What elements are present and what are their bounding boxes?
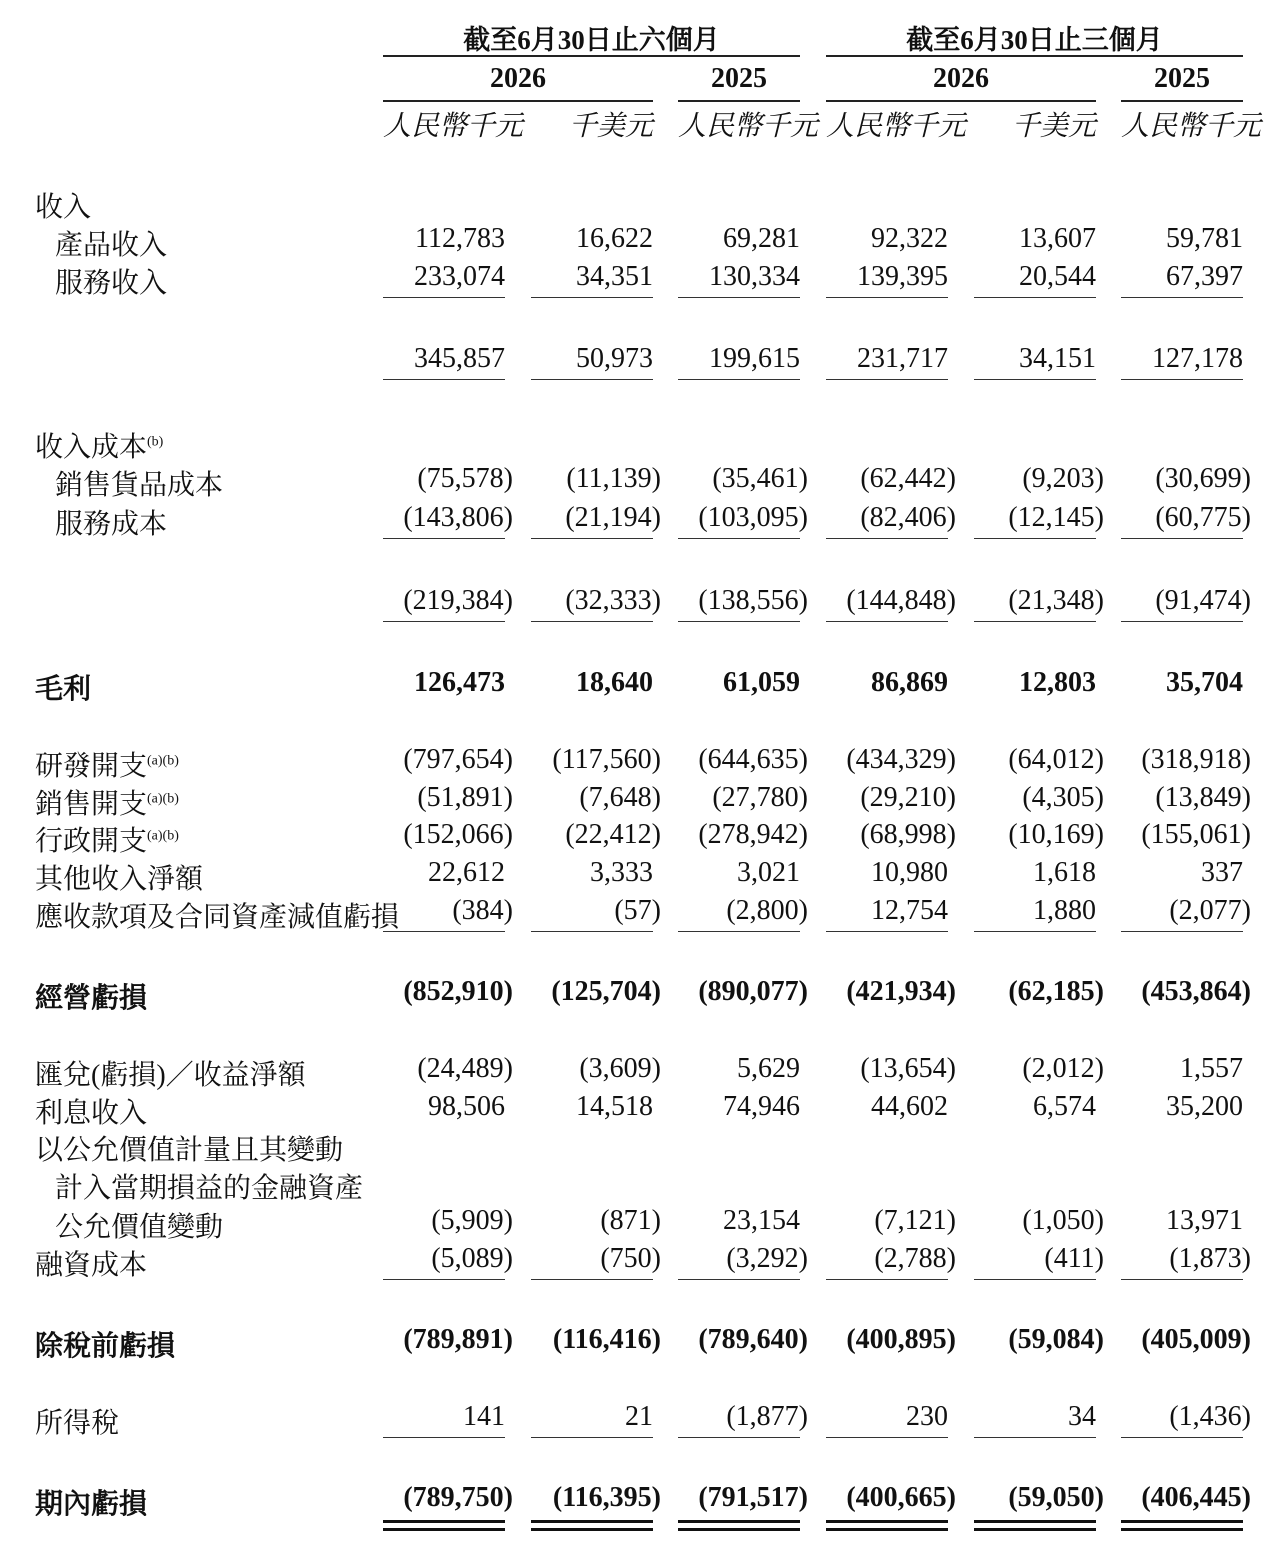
- subtotal-rule: [678, 1437, 800, 1438]
- value-cell: (64,012): [1008, 744, 1104, 775]
- row-label: 收入: [35, 192, 92, 223]
- year-rule: [826, 100, 1096, 102]
- value-cell: (116,395): [552, 1482, 661, 1513]
- value-cell: (318,918): [1141, 744, 1251, 775]
- table-row: [0, 425, 1280, 463]
- table-row: [0, 1166, 1280, 1204]
- subtotal-rule: [678, 297, 800, 298]
- table-row: [0, 463, 1280, 501]
- table-row: [0, 1243, 1280, 1281]
- subtotal-rule: [826, 538, 948, 539]
- value-cell: (852,910): [403, 976, 513, 1007]
- value-cell: (75,578): [417, 463, 513, 494]
- table-row: [0, 667, 1280, 705]
- value-cell: (30,699): [1155, 463, 1251, 494]
- table-row: [0, 1091, 1280, 1129]
- value-cell: 21: [625, 1401, 653, 1432]
- year-rule: [383, 100, 653, 102]
- footnote-marker: (a)(b): [147, 828, 179, 844]
- row-label: 收入成本$^{(b)}$: [35, 432, 164, 463]
- value-cell: (35,461): [712, 463, 808, 494]
- value-cell: (7,121): [874, 1205, 956, 1236]
- subtotal-rule: [531, 379, 653, 380]
- unit-header: 人民幣千元: [678, 111, 819, 142]
- subtotal-rule: [531, 538, 653, 539]
- subtotal-rule: [974, 538, 1096, 539]
- value-cell: 98,506: [428, 1091, 505, 1122]
- row-label: 利息收入: [35, 1098, 148, 1129]
- table-row: [0, 1128, 1280, 1166]
- value-cell: 14,518: [576, 1091, 653, 1122]
- value-cell: 23,154: [723, 1205, 800, 1236]
- value-cell: (144,848): [846, 585, 956, 616]
- subtotal-rule: [383, 931, 505, 932]
- subtotal-rule: [974, 1437, 1096, 1438]
- value-cell: (11,139): [566, 463, 661, 494]
- table-row: [0, 343, 1280, 381]
- value-cell: 112,783: [415, 223, 505, 254]
- value-cell: (82,406): [860, 502, 956, 533]
- row-label: 毛利: [35, 674, 92, 705]
- value-cell: 86,869: [871, 667, 948, 698]
- value-cell: 69,281: [723, 223, 800, 254]
- value-cell: (27,780): [712, 782, 808, 813]
- subtotal-rule: [826, 379, 948, 380]
- table-row: [0, 1053, 1280, 1091]
- value-cell: 231,717: [857, 343, 948, 374]
- value-cell: 34: [1068, 1401, 1096, 1432]
- value-cell: 6,574: [1033, 1091, 1096, 1122]
- value-cell: (750): [600, 1243, 661, 1274]
- value-cell: (32,333): [565, 585, 661, 616]
- value-cell: (453,864): [1141, 976, 1251, 1007]
- value-cell: 139,395: [857, 261, 948, 292]
- value-cell: (117,560): [552, 744, 661, 775]
- table-row: [0, 185, 1280, 223]
- subtotal-rule: [826, 297, 948, 298]
- value-cell: 50,973: [576, 343, 653, 374]
- value-cell: 127,178: [1152, 343, 1243, 374]
- subtotal-rule: [1121, 931, 1243, 932]
- value-cell: (2,800): [726, 895, 808, 926]
- subtotal-rule: [1121, 1279, 1243, 1280]
- value-cell: 337: [1201, 857, 1243, 888]
- value-cell: (871): [600, 1205, 661, 1236]
- value-cell: 1,557: [1180, 1053, 1243, 1084]
- subtotal-rule: [383, 538, 505, 539]
- value-cell: (7,648): [579, 782, 661, 813]
- year-rule: [678, 100, 800, 102]
- value-cell: (24,489): [417, 1053, 513, 1084]
- subtotal-rule: [826, 1437, 948, 1438]
- subtotal-rule: [678, 931, 800, 932]
- table-row: [0, 895, 1280, 933]
- value-cell: (1,873): [1169, 1243, 1251, 1274]
- subtotal-rule: [826, 621, 948, 622]
- value-cell: (62,442): [860, 463, 956, 494]
- row-label: 經營虧損: [35, 983, 148, 1014]
- value-cell: (644,635): [698, 744, 808, 775]
- year-header: 2026: [490, 63, 546, 94]
- value-cell: (421,934): [846, 976, 956, 1007]
- table-row: [0, 857, 1280, 895]
- subtotal-rule: [383, 621, 505, 622]
- table-row: [0, 819, 1280, 857]
- table-row: [0, 223, 1280, 261]
- value-cell: (5,909): [431, 1205, 513, 1236]
- value-cell: (62,185): [1008, 976, 1104, 1007]
- value-cell: (12,145): [1008, 502, 1104, 533]
- unit-header: 千美元: [568, 111, 653, 142]
- row-label: 研發開支$^{(a)(b)}$: [35, 751, 179, 782]
- value-cell: (59,084): [1008, 1324, 1104, 1355]
- value-cell: (59,050): [1008, 1482, 1104, 1513]
- value-cell: 13,971: [1166, 1205, 1243, 1236]
- value-cell: 92,322: [871, 223, 948, 254]
- value-cell: (5,089): [431, 1243, 513, 1274]
- table-row: [0, 1324, 1280, 1362]
- row-label: 以公允價值計量且其變動: [35, 1135, 344, 1166]
- subtotal-rule: [678, 1279, 800, 1280]
- value-cell: (406,445): [1141, 1482, 1251, 1513]
- row-label: 所得稅: [35, 1408, 120, 1439]
- value-cell: (4,305): [1022, 782, 1104, 813]
- value-cell: 20,544: [1019, 261, 1096, 292]
- value-cell: (29,210): [860, 782, 956, 813]
- subtotal-rule: [974, 297, 1096, 298]
- subtotal-rule: [1121, 621, 1243, 622]
- row-label: 應收款項及合同資產減值虧損: [35, 902, 400, 933]
- value-cell: (434,329): [846, 744, 956, 775]
- value-cell: (791,517): [698, 1482, 808, 1513]
- footnote-marker: (a)(b): [147, 791, 179, 807]
- value-cell: 1,880: [1033, 895, 1096, 926]
- value-cell: (13,849): [1155, 782, 1251, 813]
- subtotal-rule: [531, 297, 653, 298]
- value-cell: (91,474): [1155, 585, 1251, 616]
- row-label: 銷售貨品成本: [55, 470, 224, 501]
- double-underline: [974, 1520, 1096, 1531]
- value-cell: 141: [463, 1401, 505, 1432]
- period-header-six-months: 截至6月30日止六個月: [463, 25, 720, 55]
- subtotal-rule: [974, 379, 1096, 380]
- value-cell: (2,788): [874, 1243, 956, 1274]
- subtotal-rule: [974, 931, 1096, 932]
- value-cell: 233,074: [414, 261, 505, 292]
- row-label: 其他收入淨額: [35, 864, 204, 895]
- year-rule: [1121, 100, 1243, 102]
- table-row: [0, 502, 1280, 540]
- row-label: 行政開支$^{(a)(b)}$: [35, 826, 179, 857]
- subtotal-rule: [826, 1279, 948, 1280]
- double-underline: [531, 1520, 653, 1531]
- value-cell: (3,292): [726, 1243, 808, 1274]
- value-cell: (22,412): [565, 819, 661, 850]
- value-cell: 5,629: [737, 1053, 800, 1084]
- subtotal-rule: [531, 1437, 653, 1438]
- row-label: 產品收入: [55, 230, 168, 261]
- row-label: 融資成本: [35, 1250, 148, 1281]
- value-cell: (1,050): [1022, 1205, 1104, 1236]
- table-row: [0, 1205, 1280, 1243]
- double-underline: [383, 1520, 505, 1531]
- period-rule: [826, 55, 1243, 57]
- row-label: 公允價值變動: [55, 1212, 224, 1243]
- row-label: 匯兌(虧損)／收益淨額: [35, 1060, 306, 1091]
- value-cell: (219,384): [403, 585, 513, 616]
- row-label: 銷售開支$^{(a)(b)}$: [35, 789, 179, 820]
- value-cell: 16,622: [576, 223, 653, 254]
- value-cell: (51,891): [417, 782, 513, 813]
- value-cell: (9,203): [1022, 463, 1104, 494]
- value-cell: (21,194): [565, 502, 661, 533]
- unit-header: 人民幣千元: [826, 111, 967, 142]
- year-header: 2025: [711, 63, 767, 94]
- value-cell: (797,654): [403, 744, 513, 775]
- value-cell: (143,806): [403, 502, 513, 533]
- value-cell: (57): [614, 895, 661, 926]
- value-cell: 10,980: [871, 857, 948, 888]
- subtotal-rule: [1121, 297, 1243, 298]
- value-cell: (21,348): [1008, 585, 1104, 616]
- value-cell: 3,333: [590, 857, 653, 888]
- value-cell: (155,061): [1141, 819, 1251, 850]
- subtotal-rule: [1121, 1437, 1243, 1438]
- value-cell: (125,704): [551, 976, 661, 1007]
- value-cell: (384): [452, 895, 513, 926]
- row-label: 期內虧損: [35, 1489, 148, 1520]
- value-cell: 34,151: [1019, 343, 1096, 374]
- table-row: [0, 1401, 1280, 1439]
- period-header-three-months: 截至6月30日止三個月: [906, 25, 1163, 55]
- value-cell: (116,416): [552, 1324, 661, 1355]
- value-cell: (60,775): [1155, 502, 1251, 533]
- value-cell: (1,877): [726, 1401, 808, 1432]
- year-header: 2026: [933, 63, 989, 94]
- value-cell: (10,169): [1008, 819, 1104, 850]
- table-row: [0, 744, 1280, 782]
- value-cell: (138,556): [698, 585, 808, 616]
- subtotal-rule: [974, 621, 1096, 622]
- value-cell: (68,998): [860, 819, 956, 850]
- period-rule: [383, 55, 800, 57]
- subtotal-rule: [383, 1279, 505, 1280]
- value-cell: 61,059: [723, 667, 800, 698]
- value-cell: 44,602: [871, 1091, 948, 1122]
- subtotal-rule: [531, 621, 653, 622]
- value-cell: 67,397: [1166, 261, 1243, 292]
- unit-header: 千美元: [1011, 111, 1096, 142]
- double-underline: [826, 1520, 948, 1531]
- value-cell: (13,654): [860, 1053, 956, 1084]
- subtotal-rule: [974, 1279, 1096, 1280]
- value-cell: (789,891): [403, 1324, 513, 1355]
- row-label: 計入當期損益的金融資產: [55, 1173, 364, 1204]
- footnote-marker: (b): [147, 434, 164, 450]
- value-cell: (789,640): [698, 1324, 808, 1355]
- value-cell: (152,066): [403, 819, 513, 850]
- value-cell: (2,012): [1022, 1053, 1104, 1084]
- value-cell: (3,609): [579, 1053, 661, 1084]
- value-cell: 126,473: [414, 667, 505, 698]
- subtotal-rule: [678, 379, 800, 380]
- value-cell: 59,781: [1166, 223, 1243, 254]
- value-cell: 12,803: [1019, 667, 1096, 698]
- value-cell: 199,615: [709, 343, 800, 374]
- value-cell: (278,942): [698, 819, 808, 850]
- table-row: [0, 1482, 1280, 1520]
- value-cell: 35,704: [1166, 667, 1243, 698]
- subtotal-rule: [826, 931, 948, 932]
- table-row: [0, 585, 1280, 623]
- row-label: 除稅前虧損: [35, 1331, 176, 1362]
- subtotal-rule: [383, 1437, 505, 1438]
- subtotal-rule: [531, 931, 653, 932]
- value-cell: (400,665): [846, 1482, 956, 1513]
- value-cell: 74,946: [723, 1091, 800, 1122]
- unit-header: 人民幣千元: [383, 111, 524, 142]
- year-header: 2025: [1154, 63, 1210, 94]
- table-row: [0, 976, 1280, 1014]
- double-underline: [1121, 1520, 1243, 1531]
- footnote-marker: (a)(b): [147, 753, 179, 769]
- value-cell: 22,612: [428, 857, 505, 888]
- value-cell: 345,857: [414, 343, 505, 374]
- table-row: [0, 782, 1280, 820]
- subtotal-rule: [1121, 379, 1243, 380]
- value-cell: 18,640: [576, 667, 653, 698]
- value-cell: 35,200: [1166, 1091, 1243, 1122]
- unit-header: 人民幣千元: [1121, 111, 1262, 142]
- value-cell: (103,095): [698, 502, 808, 533]
- value-cell: (2,077): [1169, 895, 1251, 926]
- value-cell: 12,754: [871, 895, 948, 926]
- subtotal-rule: [383, 379, 505, 380]
- value-cell: (789,750): [403, 1482, 513, 1513]
- value-cell: 130,334: [709, 261, 800, 292]
- double-underline: [678, 1520, 800, 1531]
- row-label: 服務收入: [55, 268, 168, 299]
- subtotal-rule: [531, 1279, 653, 1280]
- value-cell: (405,009): [1141, 1324, 1251, 1355]
- value-cell: 34,351: [576, 261, 653, 292]
- table-row: [0, 261, 1280, 299]
- value-cell: (890,077): [698, 976, 808, 1007]
- value-cell: (411): [1044, 1243, 1104, 1274]
- row-label: 服務成本: [55, 509, 168, 540]
- value-cell: 230: [906, 1401, 948, 1432]
- value-cell: 13,607: [1019, 223, 1096, 254]
- subtotal-rule: [678, 538, 800, 539]
- subtotal-rule: [678, 621, 800, 622]
- subtotal-rule: [1121, 538, 1243, 539]
- value-cell: (400,895): [846, 1324, 956, 1355]
- value-cell: (1,436): [1169, 1401, 1251, 1432]
- subtotal-rule: [383, 297, 505, 298]
- value-cell: 3,021: [737, 857, 800, 888]
- value-cell: 1,618: [1033, 857, 1096, 888]
